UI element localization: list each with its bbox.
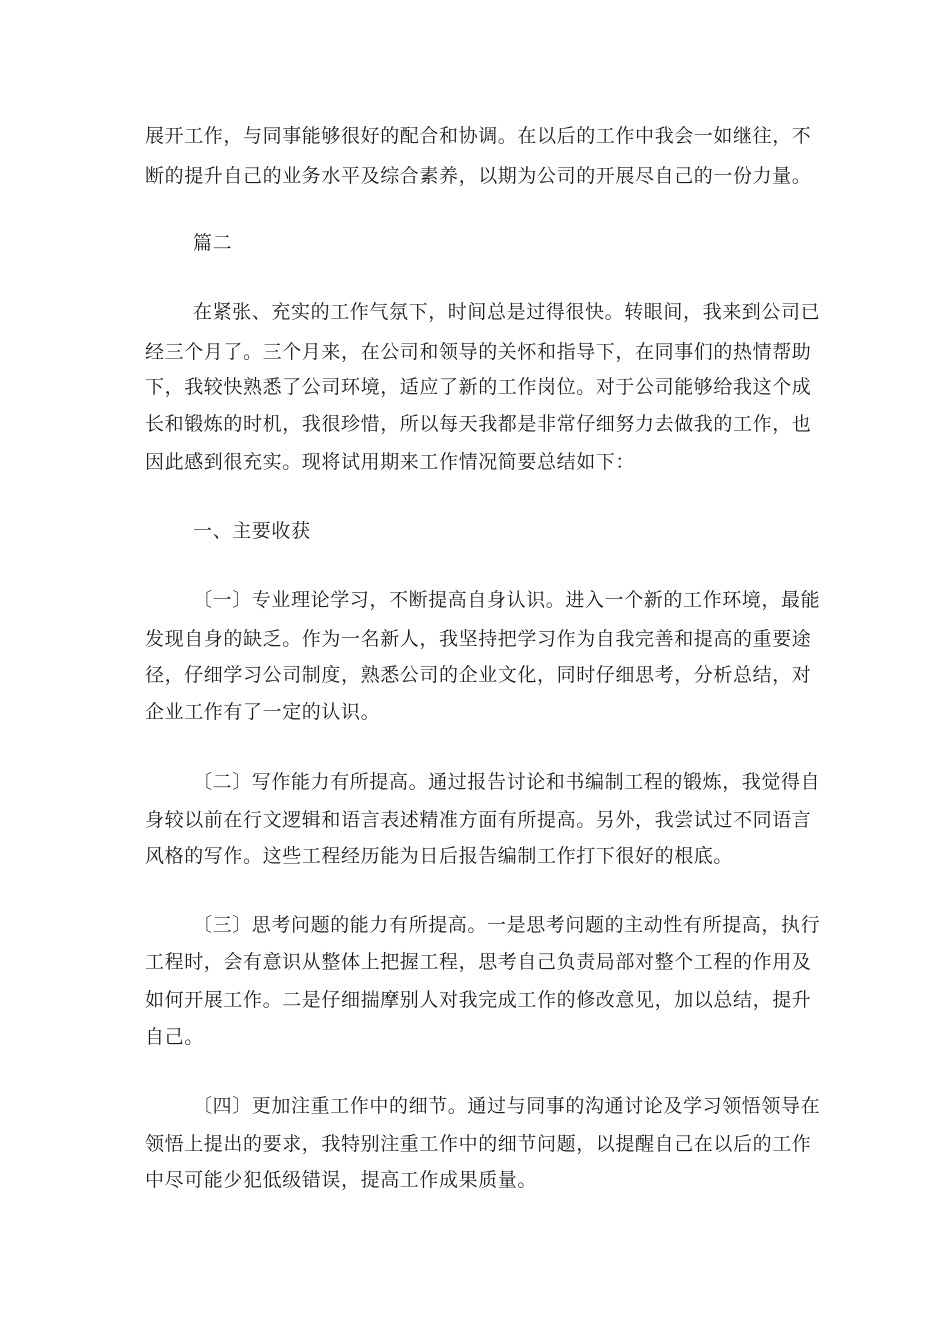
text-line: 如何开展工作。二是仔细揣摩别人对我完成工作的修改意见，加以总结，提升 (145, 989, 812, 1011)
sub-heading: 一、主要收获 (193, 520, 311, 542)
text-line: 径，仔细学习公司制度，熟悉公司的企业文化，同时仔细思考，分析总结，对 (145, 664, 812, 686)
text-line: 因此感到很充实。现将试用期来工作情况简要总结如下： (145, 451, 636, 473)
text-line: 下，我较快熟悉了公司环境，适应了新的工作岗位。对于公司能够给我这个成 (145, 376, 812, 398)
text-line: 发现自身的缺乏。作为一名新人，我坚持把学习作为自我完善和提高的重要途 (145, 628, 812, 650)
text-line: 身较以前在行文逻辑和语言表述精准方面有所提高。另外，我尝试过不同语言 (145, 809, 812, 831)
text-line: 〔四〕更加注重工作中的细节。通过与同事的沟通讨论及学习领悟领导在 (193, 1095, 821, 1117)
text-line: 〔二〕写作能力有所提高。通过报告讨论和书编制工程的锻炼，我觉得自 (193, 771, 821, 793)
text-line: 长和锻炼的时机，我很珍惜，所以每天我都是非常仔细努力去做我的工作，也 (145, 413, 812, 435)
section-heading: 篇二 (193, 232, 233, 254)
text-line: 经三个月了。三个月来，在公司和领导的关怀和指导下，在同事们的热情帮助 (145, 341, 812, 363)
text-line: 企业工作有了一定的认识。 (145, 701, 381, 723)
text-line: 工程时，会有意识从整体上把握工程，思考自己负责局部对整个工程的作用及 (145, 951, 812, 973)
text-line: 〔一〕专业理论学习，不断提高自身认识。进入一个新的工作环境，最能 (193, 589, 821, 611)
text-line: 领悟上提出的要求，我特别注重工作中的细节问题，以提醒自己在以后的工作 (145, 1133, 812, 1155)
text-line: 自己。 (145, 1026, 204, 1048)
text-line: 展开工作，与同事能够很好的配合和协调。在以后的工作中我会一如继往，不 (145, 125, 812, 147)
text-line: 风格的写作。这些工程经历能为日后报告编制工作打下很好的根底。 (145, 845, 734, 867)
text-line: 〔三〕思考问题的能力有所提高。一是思考问题的主动性有所提高，执行 (193, 914, 821, 936)
text-line: 断的提升自己的业务水平及综合素养，以期为公司的开展尽自己的一份力量。 (145, 165, 812, 187)
text-line: 在紧张、充实的工作气氛下，时间总是过得很快。转眼间，我来到公司已 (193, 301, 821, 323)
text-line: 中尽可能少犯低级错误，提高工作成果质量。 (145, 1169, 538, 1191)
